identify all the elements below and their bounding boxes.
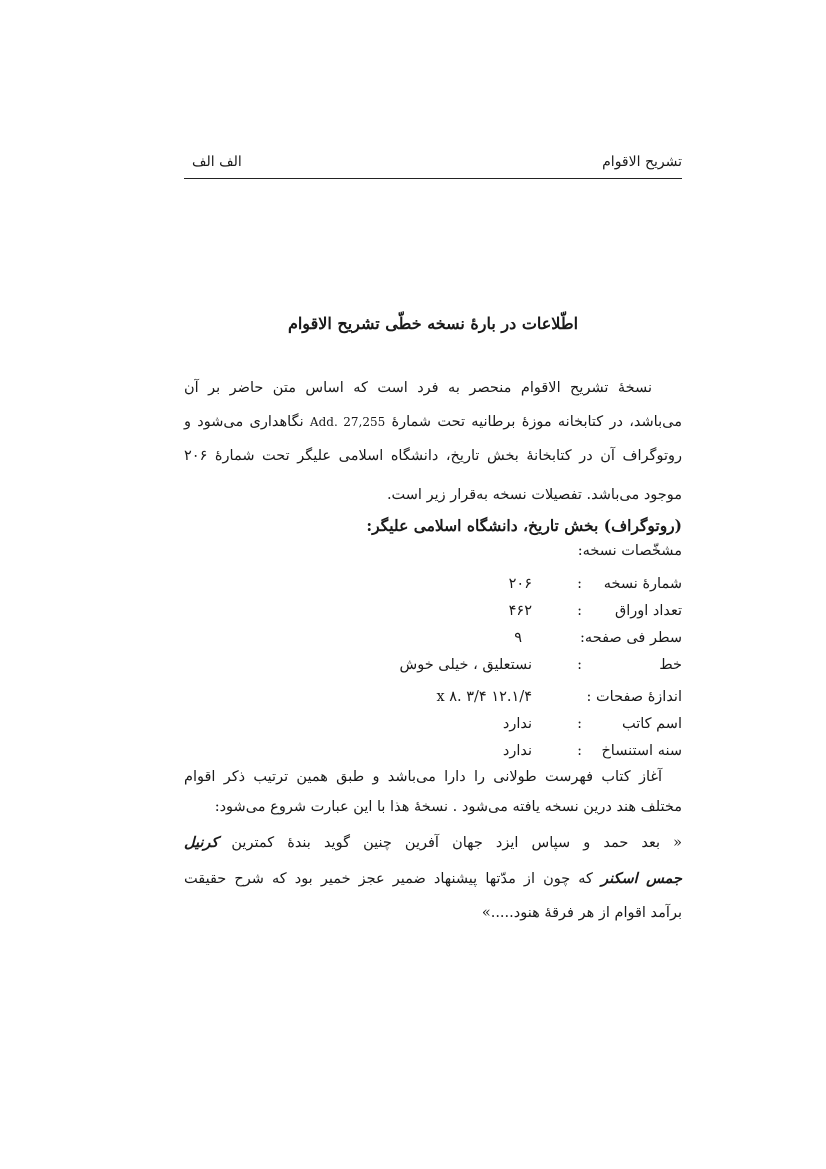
intro-line-2-a: می‌باشد، در کتابخانه موزۀ برطانیه تحت شمارۀ: [385, 414, 682, 430]
detail-colon: :: [577, 657, 582, 673]
intro-line-1: نسخۀ تشریح الاقوام منحصر به فرد است که اساس متن حاضر بر آن: [184, 380, 652, 396]
quote-line-1-a: « بعد حمد و سپاس ایزد جهان آفرین چنین گوید بندۀ کمترین: [218, 835, 682, 851]
detail-value: ۴۶۲: [508, 603, 532, 619]
detail-value: ندارد: [502, 716, 532, 732]
detail-label: شمارۀ نسخه: [603, 576, 682, 592]
intro-line-4: موجود می‌باشد. تفصیلات نسخه به‌قرار زیر است.: [386, 487, 682, 503]
specs-label: مشخّصات نسخه:: [577, 543, 682, 559]
detail-value: ندارد: [502, 743, 532, 759]
detail-label: خط: [659, 657, 682, 673]
detail-row: [184, 630, 682, 652]
document-page: [184, 0, 682, 1169]
section-heading: (روتوگراف) بخش تاریخ، دانشگاه اسلامی علیگر:: [366, 516, 682, 535]
header-book-title: تشریح الاقوام: [602, 154, 682, 170]
detail-row: [184, 603, 682, 625]
section-title: اطّلاعات در بارۀ نسخه خطّی تشریح الاقوام: [287, 314, 579, 333]
outro-line-2: مختلف هند درین نسخه یافته می‌شود . نسخۀ هذا با این عبارت شروع می‌شود:: [214, 799, 682, 815]
detail-value: ۱۲.۱/۴ x ۸. ۳/۴: [436, 689, 532, 705]
quote-line-2-b: که چون از مدّتها پیشنهاد ضمیر عجز خمیر بود که شرح حقیقت: [184, 871, 602, 887]
intro-line-2-b: نگاهداری می‌شود و: [184, 414, 310, 430]
detail-row: [184, 689, 682, 711]
detail-value: ۹: [514, 630, 522, 646]
detail-colon: :: [577, 576, 582, 592]
intro-line-2: [184, 414, 682, 430]
detail-row: [184, 743, 682, 765]
outro-line-1: آغاز کتاب فهرست طولانی را دارا می‌باشد و طبق همین ترتیب ذکر اقوام: [184, 769, 662, 785]
intro-line-3: روتوگراف آن در کتابخانۀ بخش تاریخ، دانشگاه اسلامی علیگر تحت شمارۀ ۲۰۶: [184, 448, 682, 464]
header-page-number: الف الف: [192, 154, 242, 170]
quote-line-1: [184, 834, 682, 851]
detail-row: [184, 576, 682, 598]
detail-row: [184, 716, 682, 738]
running-header: [184, 150, 682, 179]
detail-colon: :: [577, 603, 582, 619]
manuscript-reference: Add. 27,255: [309, 415, 386, 429]
quote-name-james-skinner: جمس اسکنر: [601, 870, 682, 887]
detail-label: اندازۀ صفحات :: [586, 689, 682, 705]
detail-colon: :: [577, 716, 582, 732]
detail-value: نستعلیق ، خیلی خوش: [399, 657, 532, 673]
quote-line-3: برآمد اقوام از هر فرقۀ هنود.....»: [481, 905, 682, 921]
detail-row: [184, 657, 682, 679]
detail-label: سنه استنساخ: [601, 743, 682, 759]
detail-value: ۲۰۶: [508, 576, 532, 592]
quote-line-2: [184, 870, 682, 887]
detail-label: اسم کاتب: [621, 716, 682, 732]
detail-label: سطر فی صفحه:: [580, 630, 682, 646]
quote-name-karnil: کرنیل: [184, 834, 219, 851]
detail-colon: :: [577, 743, 582, 759]
detail-label: تعداد اوراق: [614, 603, 682, 619]
